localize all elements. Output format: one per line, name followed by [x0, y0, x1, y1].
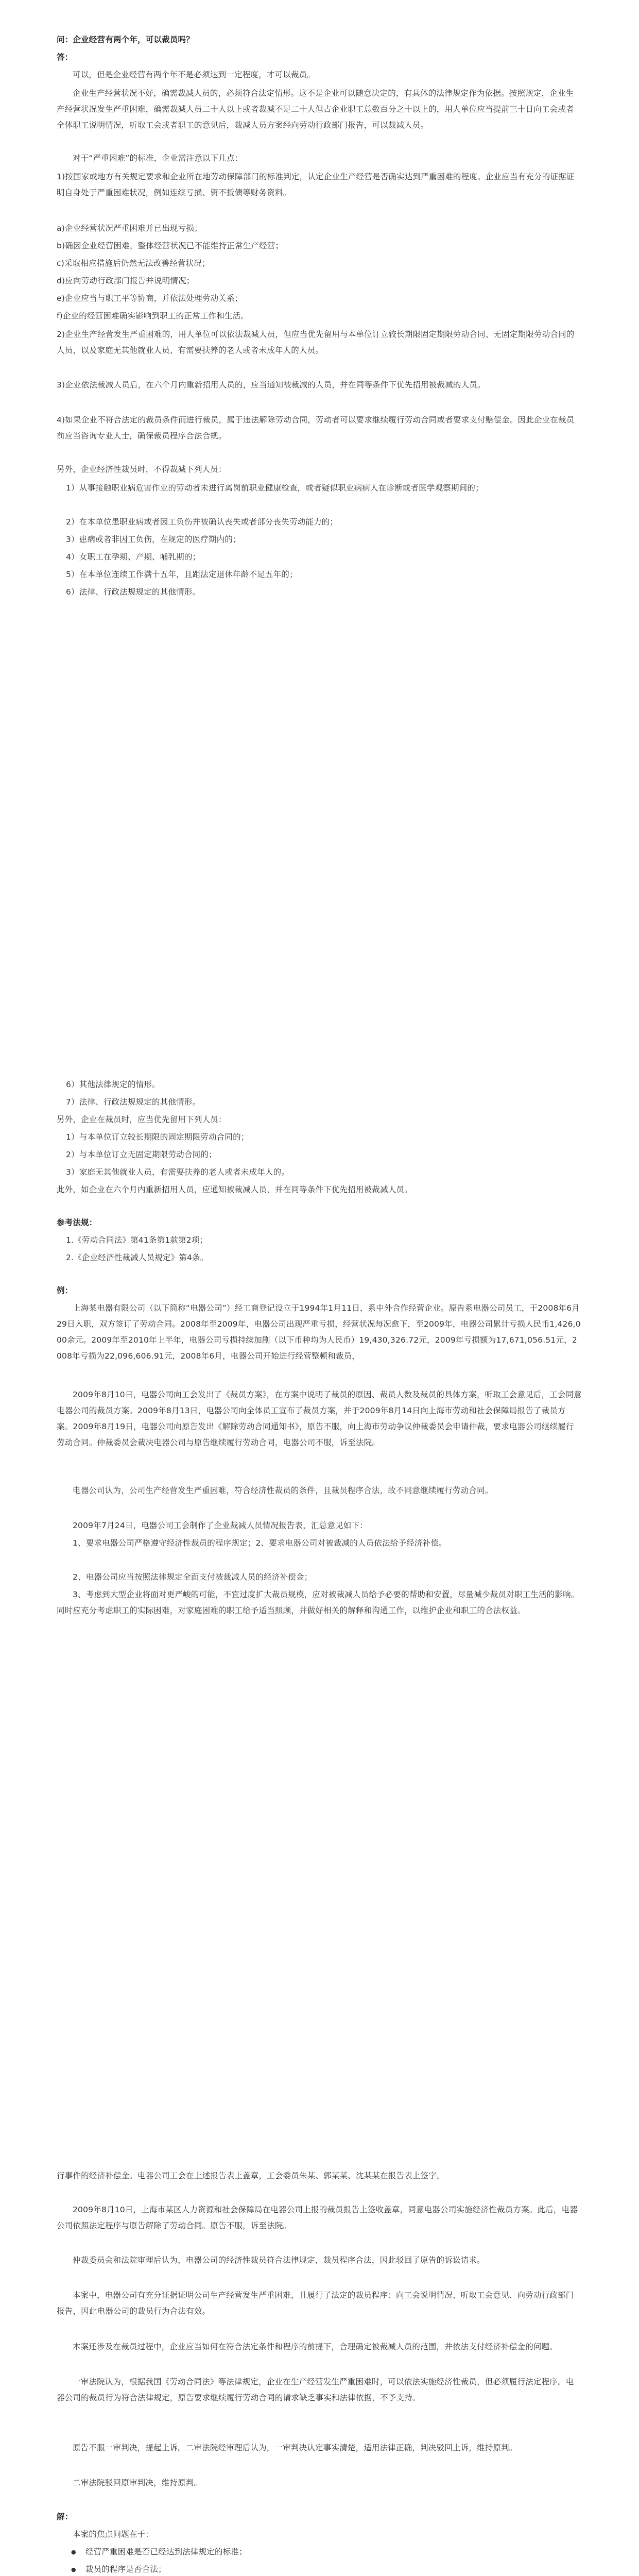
paragraph: 另外，企业经济性裁员时，不得裁减下列人员： [57, 465, 227, 474]
paragraph: 2009年8月10日，电器公司向工会发出了《裁员方案》，在方案中说明了裁员的原因、裁员人数及裁员的具体方案，听取工会意见后，工会同意电器公司的裁员方案。2009年8月13日，电器公司向全体员工宣布了裁员方案，并于2009年8月14日向上海市劳动和社会保障局报告了裁员方案。2009年8月19日，电器公司向原告发出《解除劳动合同通知书》，原告不服，向上海市劳动争议仲裁委员会申请仲裁，要求电器公司继续履行劳动合同。仲裁委员会裁决电器公司与原告继续履行劳动合同，电器公司不服，诉至法院。 [57, 1390, 582, 1447]
paragraph: 2、电器公司应当按照法律规定全面支付被裁减人员的经济补偿金； [73, 1572, 313, 1582]
paragraph: 本案中，电器公司有充分证据证明公司生产经营发生严重困难，且履行了法定的裁员程序：向工会说明情况、听取工会意见、向劳动行政部门报告，因此电器公司的裁员行为合法有效。 [57, 2291, 574, 2316]
reference-item: 1.《劳动合同法》第41条第1款第2项； [66, 1235, 208, 1245]
paragraph: 此外，如企业在六个月内重新招用人员，应通知被裁减人员，并在同等条件下优先招用被裁减人员。 [57, 1185, 412, 1194]
paragraph: 对于“严重困难”的标准，企业需注意以下几点： [73, 154, 243, 163]
paragraph: 可以，但是企业经营有两个年不是必须达到一定程度，才可以裁员。 [73, 70, 316, 79]
section-heading: 解： [57, 2512, 73, 2521]
paragraph: 上海某电器有限公司（以下简称“电器公司”）经工商登记设立于1994年1月11日，系中外合作经营企业。原告系电器公司员工，于2008年6月29日入职，双方签订了劳动合同。2008年至2009年，电器公司出现严重亏损，经营状况每况愈下，至2009年，电器公司累计亏损人民币1,426,000余元。2009年至2010年上半年，电器公司亏损持续加剧（以下币种均为人民币）19,430,326.72元，2009年亏损额为17,671,056.51元，2008年亏损为22,096,606.91元，2008年6月，电器公司开始进行经营整顿和裁员， [57, 1303, 581, 1361]
list-item: 3）患病或者非因工负伤，在规定的医疗期内的； [66, 535, 241, 544]
paragraph: 1)按国家或地方有关规定要求和企业所在地劳动保障部门的标准判定，认定企业生产经营是否确实达到严重困难的程度。企业应当有充分的证据证明自身处于严重困难状况，例如连续亏损、资不抵债等财务资料。 [57, 172, 575, 197]
paragraph: 本案还涉及在裁员过程中，企业应当如何在符合法定条件和程序的前提下，合理确定被裁减人员的范围，并依法支付经济补偿金的问题。 [73, 2342, 558, 2351]
bullet-item [71, 2562, 581, 2576]
list-item: 2）在本单位患职业病或者因工负伤并被确认丧失或者部分丧失劳动能力的； [66, 517, 338, 527]
paragraph: 二审法院驳回原审判决，维持原判。 [73, 2478, 202, 2487]
reference-item: 2.《企业经济性裁减人员规定》第4条。 [66, 1253, 209, 1262]
section-heading: 参考法规： [57, 1218, 97, 1227]
list-item: d)应向劳动行政部门报告并说明情况； [57, 276, 195, 285]
bullet-icon [71, 2547, 85, 2556]
paragraph: 3、考虑到大型企业将面对更严峻的可能，不宜过度扩大裁员规模，应对被裁减人员给予必要的帮助和安置，尽量减少裁员对职工生活的影响。同时应充分考虑职工的实际困难，对家庭困难的职工给予适当照顾，并做好相关的解释和沟通工作，以维护企业和职工的合法权益。 [57, 1590, 579, 1615]
list-item: 1）与本单位订立较长期限的固定期限劳动合同的； [66, 1132, 249, 1142]
paragraph: 另外，企业在裁员时，应当优先留用下列人员： [57, 1115, 227, 1124]
list-item: f)企业的经营困难确实影响到职工的正常工作和生活。 [57, 311, 249, 320]
answer-label: 答： [57, 53, 73, 62]
list-item: 4）女职工在孕期、产期、哺乳期的； [66, 552, 201, 562]
list-item: a)企业经营状况严重困难并已出现亏损； [57, 224, 202, 233]
list-item: 6）其他法律规定的情形。 [66, 1080, 160, 1089]
bullet-text: 经营严重困难是否已经达到法律规定的标准； [85, 2547, 247, 2556]
paragraph: 原告不服一审判决，提起上诉。二审法院经审理后认为，一审判决认定事实清楚，适用法律正确，判决驳回上诉，维持原判。 [73, 2443, 517, 2452]
list-item: 7）法律、行政法规规定的其他情形。 [66, 1097, 201, 1107]
paragraph: 企业生产经营状况不好，确需裁减人员的，必须符合法定情形。这不是企业可以随意决定的，有具体的法律规定作为依据。按照规定，企业生产经营状况发生严重困难，确需裁减人员二十人以上或者裁减不足二十人但占企业职工总数百分之十以上的，用人单位应当提前三十日向工会或者全体职工说明情况，听取工会或者职工的意见后，裁减人员方案经向劳动行政部门报告，可以裁减人员。 [57, 89, 574, 130]
bullet-text: 裁员的程序是否合法； [85, 2565, 166, 2574]
section-heading: 例： [57, 1286, 73, 1295]
list-item: c)采取相应措施后仍然无法改善经营状况； [57, 259, 210, 268]
paragraph: 一审法院认为，根据我国《劳动合同法》等法律规定，企业在生产经营发生严重困难时，可以依法实施经济性裁员，但必须履行法定程序。电器公司的裁员行为符合法律规定，原告要求继续履行劳动合同的请求缺乏事实和法律依据，不予支持。 [57, 2377, 574, 2402]
list-item: e)企业应当与职工平等协商，并依法处理劳动关系； [57, 294, 243, 303]
paragraph: 2)企业生产经营发生严重困难的，用人单位可以依法裁减人员，但应当优先留用与本单位订立较长期限固定期限劳动合同、无固定期限劳动合同的人员，以及家庭无其他就业人员、有需要扶养的老人或者未成年人的人员。 [57, 330, 575, 355]
list-item: 6）法律、行政法规规定的其他情形。 [66, 587, 201, 597]
bullet-item [71, 2544, 581, 2561]
paragraph: 4)如果企业不符合法定的裁员条件而进行裁员，属于违法解除劳动合同，劳动者可以要求继续履行劳动合同或者要求支付赔偿金。因此企业在裁员前应当咨询专业人士，确保裁员程序合法合规。 [57, 415, 575, 440]
paragraph: 2009年7月24日，电器公司工会制作了企业裁减人员情况报告表，汇总意见如下： [73, 1521, 368, 1530]
paragraph: 2009年8月10日，上海市某区人力资源和社会保障局在电器公司上报的裁员报告上签收盖章，同意电器公司实施经济性裁员方案。此后，电器公司依照法定程序与原告解除了劳动合同。原告不服，诉至法院。 [57, 2205, 578, 2230]
list-item: b)确因企业经营困难，整体经营状况已不能维持正常生产经营； [57, 241, 284, 250]
list-item: 1）从事接触职业病危害作业的劳动者未进行离岗前职业健康检查，或者疑似职业病病人在诊断或者医学观察期间的； [66, 483, 483, 493]
paragraph: 本案的焦点问题在于： [73, 2530, 154, 2539]
paragraph: 1、要求电器公司严格遵守经济性裁员的程序规定；2、要求电器公司对被裁减的人员依法给予经济补偿。 [73, 1538, 447, 1548]
list-item: 5）在本单位连续工作满十五年，且距法定退休年龄不足五年的； [66, 570, 298, 579]
list-item: 2）与本单位订立无固定期限劳动合同的； [66, 1150, 217, 1159]
paragraph: 电器公司认为，公司生产经营发生严重困难，符合经济性裁员的条件，且裁员程序合法，故不同意继续履行劳动合同。 [73, 1486, 493, 1495]
list-item: 3）家庭无其他就业人员，有需要扶养的老人或者未成年人的。 [66, 1167, 289, 1177]
bullet-icon [71, 2565, 85, 2574]
question-line: 问：企业经营有两个年，可以裁员吗？ [57, 35, 194, 44]
paragraph: 3)企业依法裁减人员后，在六个月内重新招用人员的，应当通知被裁减的人员，并在同等条件下优先招用被裁减的人员。 [57, 380, 486, 389]
paragraph: 仲裁委员会和法院审理后认为，电器公司的经济性裁员符合法律规定，裁员程序合法，因此驳回了原告的诉讼请求。 [73, 2256, 485, 2265]
paragraph: 行事件的经济补偿金。电器公司工会在上述报告表上盖章，工会委员朱某、郭某某、沈某某在报告表上签字。 [57, 2171, 445, 2180]
